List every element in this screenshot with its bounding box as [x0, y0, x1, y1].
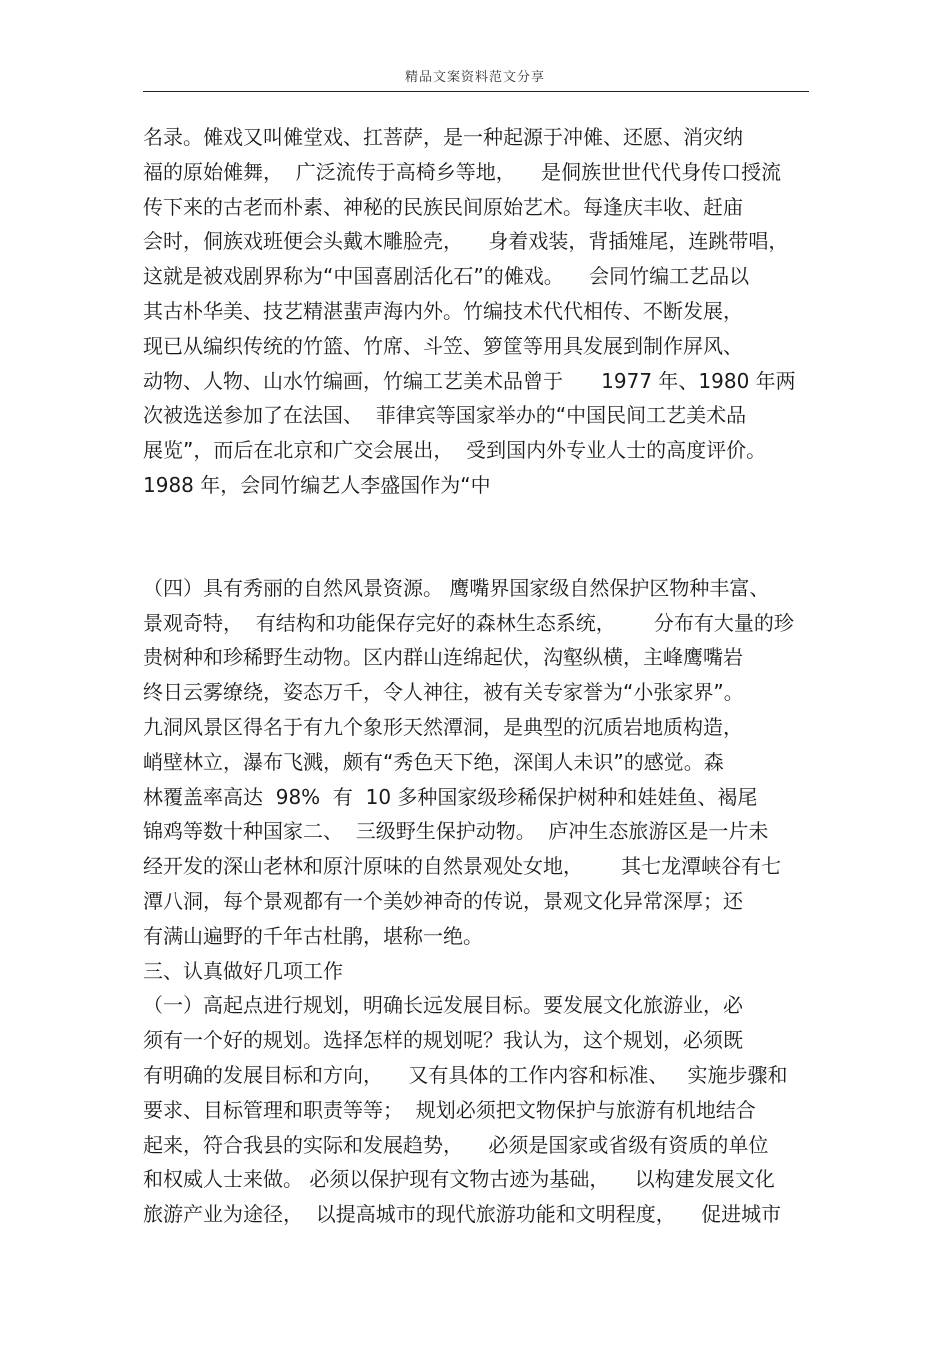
- text-line: 有明确的发展目标和方向， 又有具体的工作内容和标准、 实施步骤和: [143, 1062, 788, 1087]
- text-line: 九洞风景区得名于有九个象形天然潭洞，是典型的沉质岩地质构造，: [143, 714, 743, 739]
- document-body: [143, 120, 813, 1232]
- text-line: 锦鸡等数十种国家二、 三级野生保护动物。 庐冲生态旅游区是一片未: [143, 819, 769, 844]
- page-header-title: 精品文案资料范文分享: [404, 70, 545, 85]
- text-line: 要求、目标管理和职责等等； 规划必须把文物保护与旅游有机地结合: [143, 1097, 756, 1122]
- text-line: 旅游产业为途径， 以提高城市的现代旅游功能和文明程度， 促进城市: [143, 1202, 782, 1227]
- text-line: 次被选送参加了在法国、 菲律宾等国家举办的“中国民间工艺美术品: [143, 403, 747, 428]
- header-divider: [143, 91, 809, 92]
- text-line: 景观奇特， 有结构和功能保存完好的森林生态系统， 分布有大量的珍: [143, 610, 794, 635]
- text-line: （四）具有秀丽的自然风景资源。 鹰嘴界国家级自然保护区物种丰富、: [143, 575, 770, 600]
- text-line: 福的原始傩舞， 广泛流传于高椅乡等地， 是侗族世世代代身传口授流: [143, 159, 782, 184]
- text-line: 传下来的古老而朴素、神秘的民族民间原始艺术。每逢庆丰收、赶庙: [143, 194, 743, 219]
- text-line: 须有一个好的规划。选择怎样的规划呢？我认为，这个规划，必须既: [143, 1028, 743, 1053]
- section-heading: 三、认真做好几项工作: [143, 958, 343, 983]
- text-line: 经开发的深山老林和原汁原味的自然景观处女地， 其七龙潭峡谷有七: [143, 854, 782, 879]
- paragraph-gap: [143, 503, 813, 571]
- text-line: （一）高起点进行规划，明确长远发展目标。要发展文化旅游业，必: [143, 993, 743, 1018]
- text-line: 会时，侗族戏班便会头戴木雕脸壳， 身着戏装，背插雉尾，连跳带唱，: [143, 229, 789, 254]
- text-line: 潭八洞，每个景观都有一个美妙神奇的传说，景观文化异常深厚；还: [143, 888, 743, 913]
- paragraph-block: [143, 571, 813, 1232]
- text-line: 1988 年，会同竹编艺人李盛国作为“中: [143, 472, 491, 497]
- paragraph-block: [143, 120, 813, 503]
- text-line: 贵树种和珍稀野生动物。区内群山连绵起伏，沟壑纵横，主峰鹰嘴岩: [143, 645, 743, 670]
- text-line: 这就是被戏剧界称为“中国喜剧活化石”的傩戏。 会同竹编工艺品以: [143, 264, 750, 289]
- text-line: 动物、人物、山水竹编画，竹编工艺美术品曾于 1977 年、1980 年两: [143, 368, 796, 393]
- text-line: 林覆盖率高达 98% 有 10 多种国家级珍稀保护树种和娃娃鱼、褐尾: [143, 784, 758, 809]
- text-line: 和权威人士来做。 必须以保护现有文物古迹为基础， 以构建发展文化: [143, 1167, 775, 1192]
- text-line: 起来，符合我县的实际和发展趋势， 必须是国家或省级有资质的单位: [143, 1132, 769, 1157]
- text-line: 峭壁林立，瀑布飞溅，颇有“秀色天下绝，深闺人未识”的感觉。森: [143, 749, 724, 774]
- text-line: 现已从编织传统的竹篮、竹席、斗笠、箩筐等用具发展到制作屏风、: [143, 333, 743, 358]
- text-line: 有满山遍野的千年古杜鹃，堪称一绝。: [143, 923, 483, 948]
- text-line: 其古朴华美、技艺精湛蜚声海内外。竹编技术代代相传、不断发展，: [143, 298, 743, 323]
- text-line: 终日云雾缭绕，姿态万千，令人神往，被有关专家誉为“小张家界”。: [143, 680, 744, 705]
- text-line: 名录。傩戏又叫傩堂戏、扛菩萨，是一种起源于冲傩、还愿、消灾纳: [143, 125, 743, 149]
- text-line: 展览”，而后在北京和广交会展出， 受到国内外专业人士的高度评价。: [143, 438, 767, 463]
